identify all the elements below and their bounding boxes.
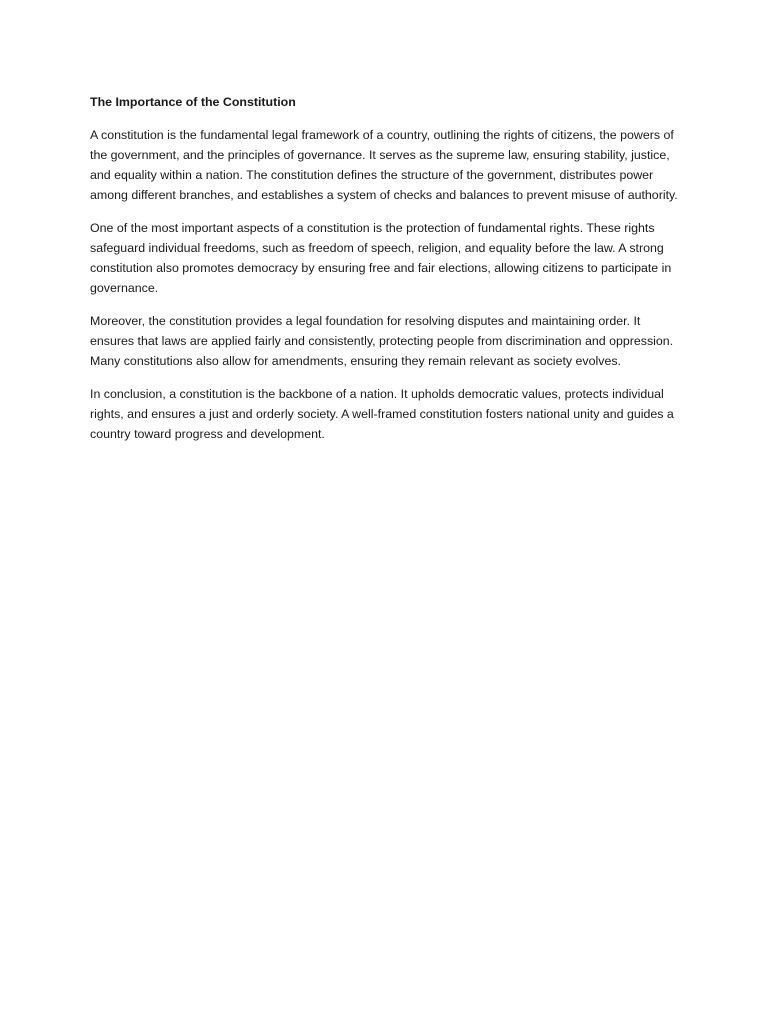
paragraph-intro: A constitution is the fundamental legal framework of a country, outlining the rights of citizens, the powers of the government, and the principles of governance. It serves as the supreme law, ensuring stability, justice, and equality within a nation. The constitution defines the structure of the government, distributes power among different branches, and establishes a system of checks and balances to prevent misuse of authority. [90,128,678,202]
paragraph-conclusion: In conclusion, a constitution is the backbone of a nation. It upholds democratic values, protects individual rights, and ensures a just and orderly society. A well-framed constitution fosters national unity and guides a country toward progress and development. [90,387,674,441]
paragraph-legal-foundation: Moreover, the constitution provides a legal foundation for resolving disputes and maintaining order. It ensures that laws are applied fairly and consistently, protecting people from discrimination and oppression. Many constitutions also allow for amendments, ensuring they remain relevant as society evolves. [90,314,674,368]
paragraph-fundamental-rights: One of the most important aspects of a constitution is the protection of fundamental rights. These rights safeguard individual freedoms, such as freedom of speech, religion, and equality before the law. A strong constitution also promotes democracy by ensuring free and fair elections, allowing citizens to participate in governance. [90,221,672,295]
document-title: The Importance of the Constitution [90,95,296,109]
document-body [90,92,682,457]
